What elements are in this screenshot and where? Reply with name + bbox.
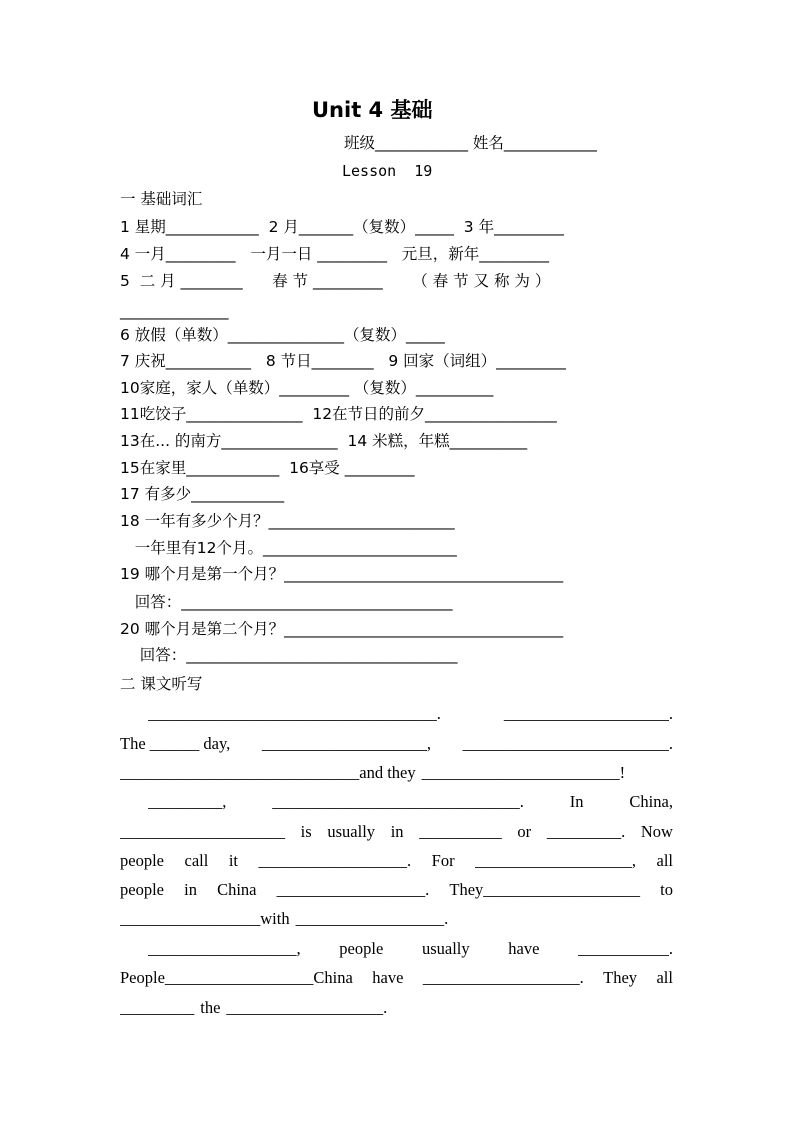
dictation-line [120, 824, 673, 841]
vocab-line: 11吃饺子_______________ 12在节日的前夕_________________ [120, 405, 557, 423]
dictation-segment: _________ [120, 1000, 195, 1017]
dictation-segment: ___________________. [422, 970, 584, 987]
dictation-segment: people [120, 853, 164, 870]
dictation-segment: people [120, 882, 164, 899]
dictation-segment: _________, [148, 794, 227, 811]
dictation-segment: People__________________China [120, 970, 353, 987]
dictation-segment: usually [421, 941, 470, 958]
dictation-line [148, 941, 673, 958]
vocab-line: 1 星期____________ 2 月_______（复数）_____ 3 年_________ [120, 218, 564, 236]
vocab-line: 19 哪个月是第一个月？____________________________________ [120, 565, 564, 583]
dictation-line [120, 853, 673, 870]
vocab-line: 一年里有12个月。_________________________ [120, 539, 457, 557]
dictation-line [120, 1000, 673, 1017]
vocab-line: 18 一年有多少个月？________________________ [120, 512, 455, 530]
dictation-segment: ___________________. [226, 1000, 388, 1017]
dictation-segment: call [184, 853, 209, 870]
class-name-line: 班级____________ 姓名____________ [344, 134, 597, 152]
dictation-segment: In [569, 794, 584, 811]
dictation-segment: _________. [546, 824, 626, 841]
vocab-line: 7 庆祝___________ 8 节日________ 9 回家（词组）_________ [120, 352, 566, 370]
dictation-segment: __________________. [258, 853, 412, 870]
dictation-segment: _________________with [120, 911, 290, 928]
dictation-segment: have [372, 970, 404, 987]
dictation-segment: __________________, [148, 941, 301, 958]
vocab-line: 17 有多少____________ [120, 485, 285, 503]
dictation-segment: __________________. [295, 911, 449, 928]
dictation-segment: They [603, 970, 638, 987]
vocab-line: 10家庭，家人（单数）_________ （复数）__________ [120, 379, 494, 397]
dictation-segment: _____________________________and they [120, 765, 416, 782]
vocab-line: 13在... 的南方_______________ 14 米糕，年糕__________ [120, 432, 528, 450]
dictation-segment: it [228, 853, 239, 870]
dictation-segment: ___________. [578, 941, 673, 958]
dictation-segment: Now [640, 824, 673, 841]
lesson-label: Lesson 19 [342, 162, 433, 180]
vocab-line: 5 二 月 ________ 春 节 _________ （ 春 节 又 称 为 ） [120, 272, 551, 290]
dictation-segment: ____________________. [503, 706, 673, 723]
vocab-line: 回答：___________________________________ [120, 646, 458, 664]
dictation-segment: ____________________ [120, 824, 285, 841]
dictation-segment: __________________. [276, 882, 430, 899]
dictation-segment: China [217, 882, 257, 899]
dictation-line [148, 706, 673, 723]
dictation-line [120, 911, 673, 928]
vocab-line: 回答：___________________________________ [120, 593, 453, 611]
dictation-segment: China, [629, 794, 673, 811]
dictation-segment: They___________________ [449, 882, 641, 899]
dictation-line [120, 765, 673, 782]
dictation-segment: ___________________, [475, 853, 636, 870]
dictation-segment: all [656, 853, 673, 870]
vocab-line: ______________ [120, 302, 229, 320]
section2-heading: 二 课文听写 [120, 675, 203, 693]
dictation-segment: all [656, 970, 673, 987]
section1-heading: 一 基础词汇 [120, 190, 203, 208]
dictation-segment: to [660, 882, 673, 899]
dictation-segment: or [517, 824, 532, 841]
dictation-line [120, 970, 673, 987]
dictation-segment: ________________________! [421, 765, 626, 782]
dictation-segment: have [508, 941, 540, 958]
dictation-segment: ____________________, [261, 736, 432, 753]
dictation-segment: usually [327, 824, 376, 841]
dictation-line [120, 882, 673, 899]
dictation-segment: __________ [419, 824, 502, 841]
vocab-line: 4 一月_________ 一月一日 _________ 元旦，新年_________ [120, 245, 550, 263]
dictation-line [148, 794, 673, 811]
dictation-segment: in [184, 882, 197, 899]
dictation-segment: _________________________. [462, 736, 673, 753]
dictation-segment: The ______ day, [120, 736, 231, 753]
dictation-segment: people [339, 941, 384, 958]
dictation-segment: For [431, 853, 455, 870]
dictation-segment: in [390, 824, 404, 841]
page-title: Unit 4 基础 [312, 98, 433, 122]
vocab-line: 20 哪个月是第二个月？____________________________________ [120, 620, 564, 638]
dictation-segment: the [200, 1000, 221, 1017]
vocab-line: 6 放假（单数）_______________（复数）_____ [120, 326, 445, 344]
vocab-line: 15在家里____________ 16享受 _________ [120, 459, 415, 477]
dictation-segment: ______________________________. [272, 794, 524, 811]
dictation-segment: is [300, 824, 312, 841]
dictation-line [120, 736, 673, 753]
dictation-segment: ___________________________________. [148, 706, 441, 723]
